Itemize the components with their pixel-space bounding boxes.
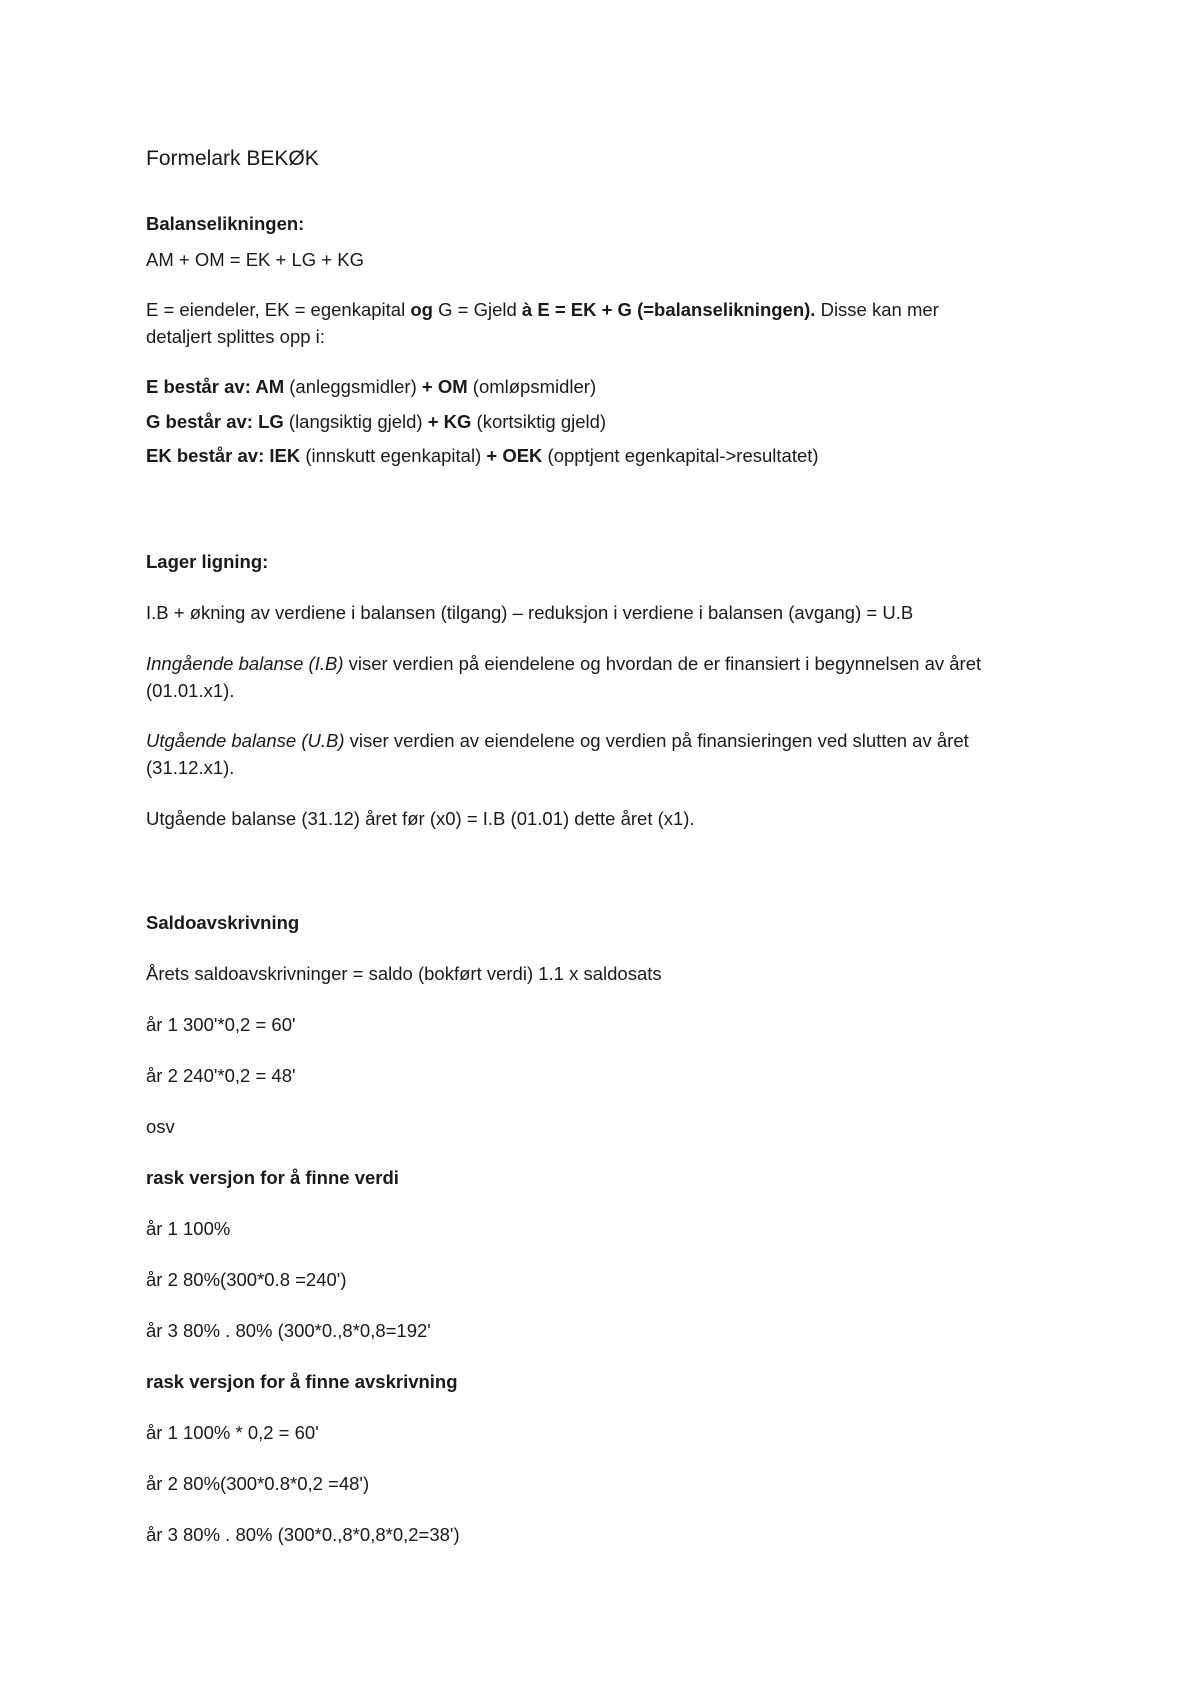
quick-depr-year2: år 2 80%(300*0.8*0,2 =48') (146, 1473, 370, 1494)
ub-description-line2: (31.12.x1). (146, 757, 235, 778)
saldo-heading: Saldoavskrivning (146, 912, 300, 933)
quick-value-year1: år 1 100% (146, 1218, 231, 1239)
balance-definition-line2: detaljert splittes opp i: (146, 326, 325, 347)
balance-definition: E = eiendeler, EK = egenkapital og G = Gjeld à E = EK + G (=balanselikningen). Disse kan mer (146, 299, 939, 320)
saldo-etc: osv (146, 1116, 175, 1137)
quick-depr-year1: år 1 100% * 0,2 = 60' (146, 1422, 319, 1443)
lager-heading: Lager ligning: (146, 551, 269, 572)
quick-value-year3: år 3 80% . 80% (300*0.,8*0,8=192' (146, 1320, 431, 1341)
g-composition-line: G består av: LG (langsiktig gjeld) + KG (kortsiktig gjeld) (146, 411, 607, 432)
saldo-year1: år 1 300'*0,2 = 60' (146, 1014, 296, 1035)
ub-description: Utgående balanse (U.B) viser verdien av eiendelene og verdien på finansieringen ved slutten av året (146, 730, 969, 751)
saldo-formula: Årets saldoavskrivninger = saldo (bokført verdi) 1.1 x saldosats (146, 963, 662, 984)
ek-composition-line: EK består av: IEK (innskutt egenkapital) + OEK (opptjent egenkapital->resultatet) (146, 445, 819, 466)
lager-note: Utgående balanse (31.12) året før (x0) = I.B (01.01) dette året (x1). (146, 808, 695, 829)
quick-value-heading: rask versjon for å finne verdi (146, 1167, 399, 1188)
lager-equation: I.B + økning av verdiene i balansen (tilgang) – reduksjon i verdiene i balansen (avgang) = U.B (146, 602, 914, 623)
ib-description-line2: (01.01.x1). (146, 680, 235, 701)
e-composition-line: E består av: AM (anleggsmidler) + OM (omløpsmidler) (146, 376, 597, 397)
balance-equation: AM + OM = EK + LG + KG (146, 249, 364, 270)
quick-depr-heading: rask versjon for å finne avskrivning (146, 1371, 458, 1392)
saldo-year2: år 2 240'*0,2 = 48' (146, 1065, 296, 1086)
document-title: Formelark BEKØK (146, 147, 319, 170)
balance-heading: Balanselikningen: (146, 213, 305, 234)
quick-depr-year3: år 3 80% . 80% (300*0.,8*0,8*0,2=38') (146, 1524, 460, 1545)
quick-value-year2: år 2 80%(300*0.8 =240') (146, 1269, 347, 1290)
ib-description: Inngående balanse (I.B) viser verdien på eiendelene og hvordan de er finansiert i begynnelsen av året (146, 653, 982, 674)
